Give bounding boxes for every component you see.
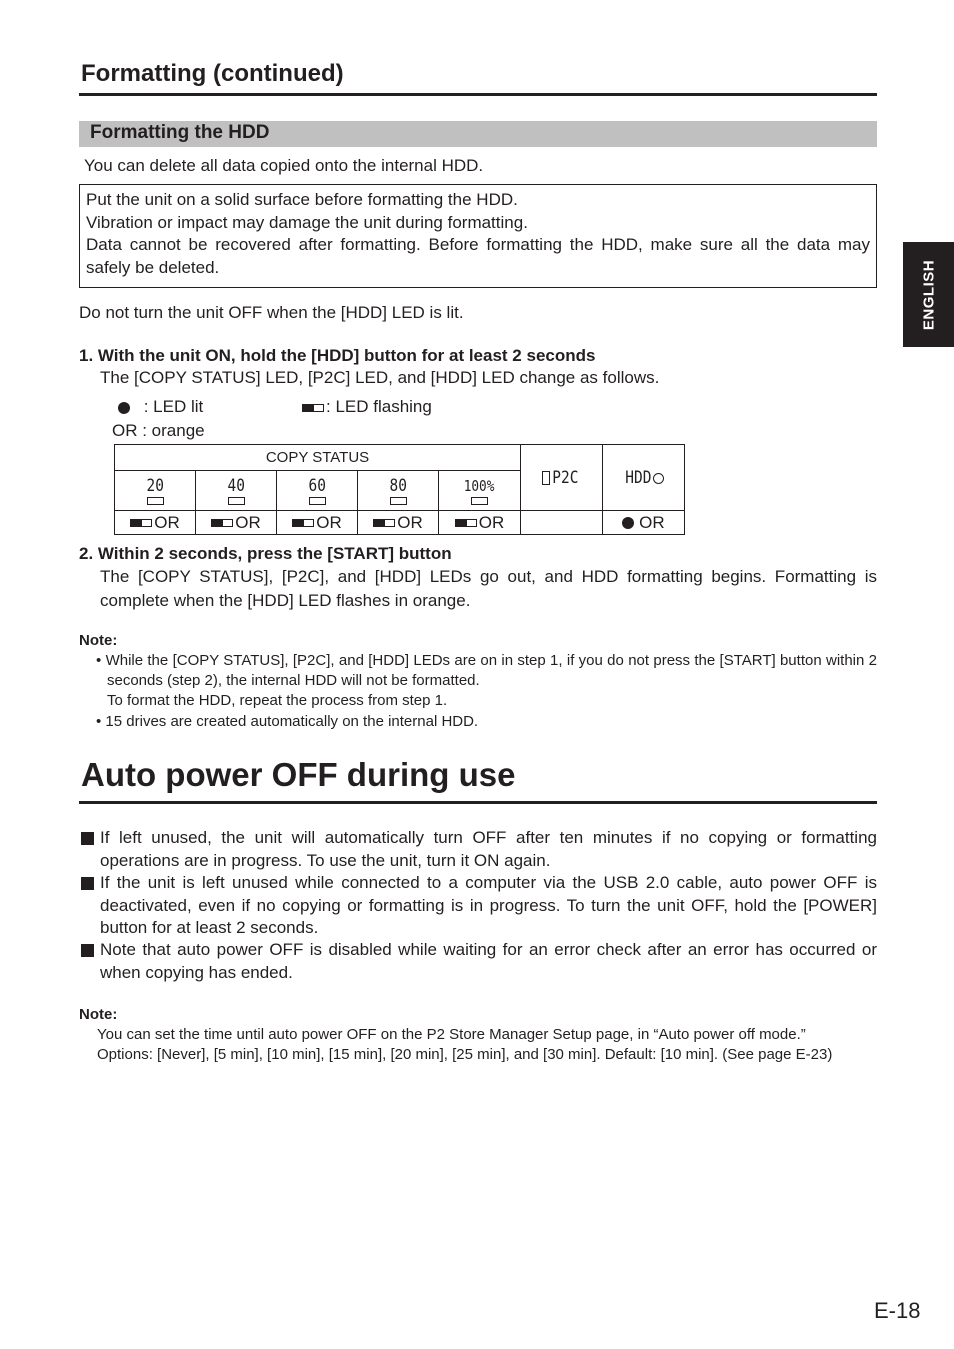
caution-box bbox=[79, 184, 877, 288]
language-tab bbox=[903, 242, 954, 347]
state-cell bbox=[115, 511, 196, 535]
led-flashing-icon bbox=[455, 519, 477, 527]
level-label: 100% bbox=[464, 477, 495, 495]
state-label: OR bbox=[154, 512, 180, 532]
bullet-square-icon bbox=[81, 944, 94, 957]
state-label: OR bbox=[316, 512, 342, 532]
auto-bullet bbox=[79, 872, 877, 940]
step1-title: 1. With the unit ON, hold the [HDD] button for at least 2 seconds bbox=[79, 346, 596, 365]
led-flashing-icon bbox=[373, 519, 395, 527]
level-label: 40 bbox=[227, 476, 245, 496]
note-line: Options: [Never], [5 min], [10 min], [15 min], [20 min], [25 min], and [30 min]. Default: [10 min]. (See page E-23) bbox=[97, 1046, 833, 1063]
heading-rule bbox=[79, 93, 877, 96]
copy-led-icon bbox=[390, 497, 407, 505]
note-line: You can set the time until auto power OFF on the P2 Store Manager Setup page, in “Auto power off mode.” bbox=[97, 1026, 806, 1043]
level-cell bbox=[358, 471, 439, 511]
hdd-cell bbox=[603, 445, 685, 511]
level-label: 20 bbox=[146, 476, 164, 496]
p2c-label: P2C bbox=[552, 467, 579, 488]
led-flashing-icon bbox=[211, 519, 233, 527]
copy-led-icon bbox=[147, 497, 164, 505]
step2-title: 2. Within 2 seconds, press the [START] button bbox=[79, 544, 452, 563]
state-label: OR bbox=[397, 512, 423, 532]
copy-status-header: COPY STATUS bbox=[115, 445, 521, 471]
bullet-square-icon bbox=[81, 877, 94, 890]
bullet-square-icon bbox=[81, 832, 94, 845]
led-lit-icon bbox=[118, 402, 130, 414]
note-label: Note: bbox=[79, 632, 118, 649]
caution-line: Put the unit on a solid surface before formatting the HDD. bbox=[86, 190, 518, 209]
led-lit-icon bbox=[622, 517, 634, 529]
state-label: OR bbox=[235, 512, 261, 532]
note-bullet bbox=[96, 651, 877, 732]
copy-led-icon bbox=[228, 497, 245, 505]
auto-bullet-text: If the unit is left unused while connected to a computer via the USB 2.0 cable, auto power OFF is deactivated, even if no copying or formatting is in progress. To turn the unit OFF, hold the [POWER] button for at least 2 seconds. bbox=[100, 873, 877, 937]
state-cell bbox=[358, 511, 439, 535]
state-label: OR bbox=[639, 512, 665, 532]
auto-bullet bbox=[79, 827, 877, 872]
state-cell bbox=[196, 511, 277, 535]
hdd-led-icon bbox=[653, 473, 664, 484]
p2c-state-cell bbox=[521, 511, 603, 535]
led-status-table bbox=[114, 444, 685, 535]
state-label: OR bbox=[478, 512, 505, 532]
copy-led-icon bbox=[309, 497, 326, 505]
step1-text: The [COPY STATUS] LED, [P2C] LED, and [HDD] LED change as follows. bbox=[100, 368, 660, 387]
copy-led-icon bbox=[471, 497, 488, 505]
legend-orange: OR : orange bbox=[112, 421, 205, 440]
section-bar bbox=[79, 121, 877, 147]
step2-text: The [COPY STATUS], [P2C], and [HDD] LEDs go out, and HDD formatting begins. Formatting is complete when the [HDD] LED flashes in orange. bbox=[100, 567, 877, 610]
p2c-led-icon bbox=[542, 471, 550, 485]
page-number: E-18 bbox=[874, 1298, 921, 1323]
legend-lit-label: : LED lit bbox=[143, 397, 204, 416]
auto-bullet-text: If left unused, the unit will automatically turn OFF after ten minutes if no copying or formatting operations are in progress. To use the unit, turn it ON again. bbox=[100, 828, 877, 870]
state-cell bbox=[277, 511, 358, 535]
auto-bullet bbox=[79, 939, 877, 984]
hdd-label: HDD bbox=[624, 467, 652, 488]
led-flashing-icon bbox=[130, 519, 152, 527]
led-flashing-icon bbox=[292, 519, 314, 527]
page-heading: Formatting (continued) bbox=[81, 60, 344, 87]
level-cell bbox=[115, 471, 196, 511]
hdd-state-cell bbox=[603, 511, 685, 535]
section-title: Formatting the HDD bbox=[90, 122, 270, 143]
auto-power-heading: Auto power OFF during use bbox=[81, 756, 516, 793]
p2c-cell bbox=[521, 445, 603, 511]
heading-rule bbox=[79, 801, 877, 804]
section-intro: You can delete all data copied onto the internal HDD. bbox=[84, 156, 484, 175]
power-warning: Do not turn the unit OFF when the [HDD] LED is lit. bbox=[79, 303, 464, 322]
note-bullet-text: • While the [COPY STATUS], [P2C], and [HDD] LEDs are on in step 1, if you do not press the [START] button within 2 seconds (step 2), the internal HDD will not be formatted. bbox=[96, 652, 877, 689]
legend-flash bbox=[302, 396, 432, 419]
note-text bbox=[97, 1025, 877, 1065]
led-flashing-icon bbox=[302, 404, 324, 412]
note-bullet-sub: To format the HDD, repeat the process from step 1. bbox=[107, 692, 448, 709]
legend-lit bbox=[118, 396, 203, 419]
caution-line: Vibration or impact may damage the unit during formatting. bbox=[86, 212, 528, 232]
legend-flash-label: : LED flashing bbox=[326, 397, 432, 416]
note-bullet-text: • 15 drives are created automatically on the internal HDD. bbox=[96, 713, 479, 730]
level-cell bbox=[196, 471, 277, 511]
state-cell bbox=[439, 511, 521, 535]
level-label: 80 bbox=[389, 476, 407, 496]
note-label: Note: bbox=[79, 1006, 118, 1023]
level-cell bbox=[439, 471, 521, 511]
language-tab-label: ENGLISH bbox=[920, 259, 937, 330]
auto-bullet-text: Note that auto power OFF is disabled while waiting for an error check after an error has occurred or when copying has ended. bbox=[100, 940, 877, 982]
caution-line: Data cannot be recovered after formatting. Before formatting the HDD, make sure all the data may safely be deleted. bbox=[86, 235, 870, 277]
level-cell bbox=[277, 471, 358, 511]
level-label: 60 bbox=[308, 476, 326, 496]
